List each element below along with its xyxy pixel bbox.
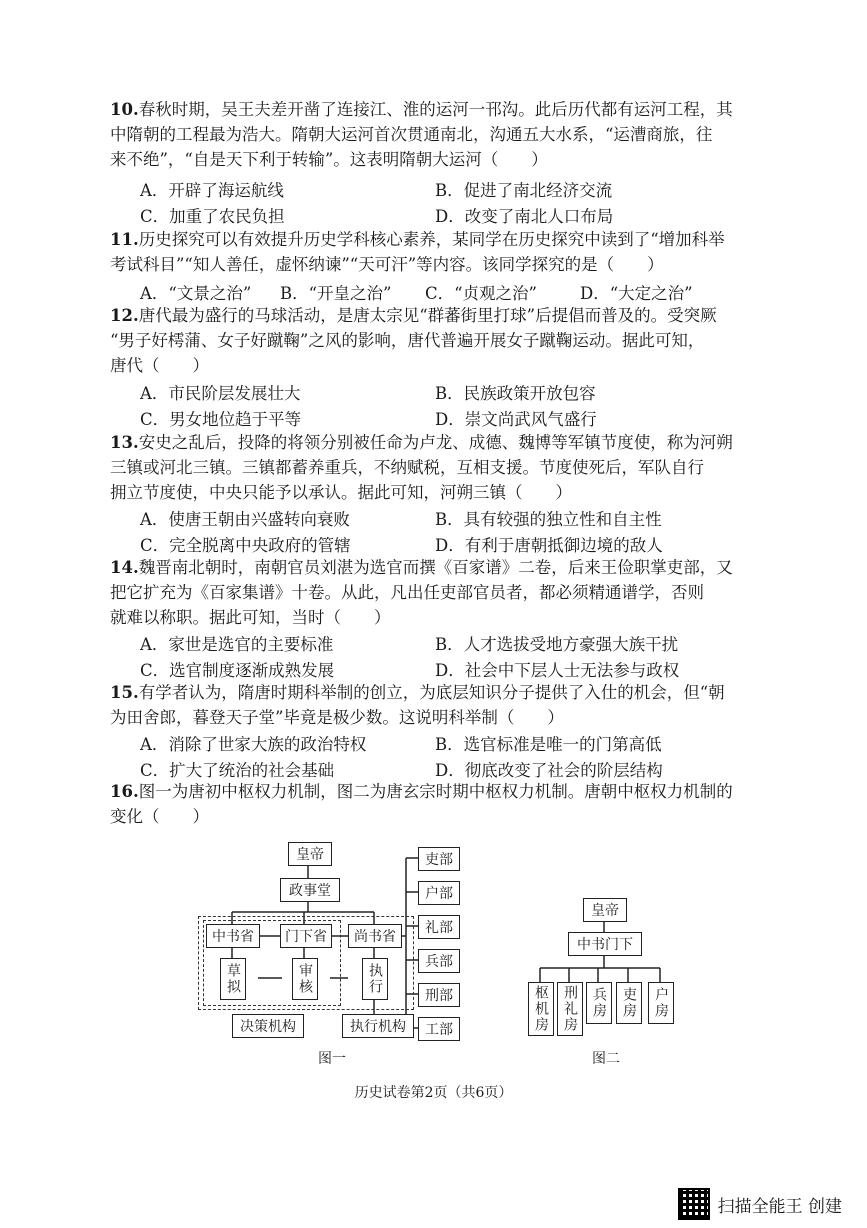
fig1-menxia-box: 门下省: [280, 924, 332, 948]
question-line: 有学者认为，隋唐时期科举制的创立，为底层知识分子提供了入仕的机会，但“朝: [138, 683, 725, 702]
fig2-council-box: 中书门下: [568, 932, 642, 956]
question-line: 来不绝”，“自是天下利于转输”。这表明隋朝大运河（ ）: [110, 150, 548, 169]
option-b: B．促进了南北经济交流: [435, 181, 613, 200]
fig1-council-box: 政事堂: [280, 878, 340, 902]
question-line: 变化（ ）: [110, 807, 209, 826]
option-b: B．民族政策开放包容: [435, 384, 596, 403]
option-d: D．社会中下层人士无法参与政权: [435, 661, 680, 680]
question-line: 历史探究可以有效提升历史学科核心素养，某同学在历史探究中读到了“增加科举: [138, 230, 725, 249]
qr-code-icon: [678, 1188, 710, 1220]
option-c: C．选官制度逐渐成熟发展: [140, 661, 335, 680]
question-line: 唐代最为盛行的马球活动，是唐太宗见“群蕃街里打球”后提倡而普及的。受突厥: [138, 306, 717, 325]
question-line: 唐代（ ）: [110, 356, 209, 375]
option-c: C．完全脱离中央政府的管辖: [140, 536, 351, 555]
question-line: 图一为唐初中枢权力机制，图二为唐玄宗时期中枢权力机制。唐朝中枢权力机制的: [138, 782, 733, 801]
question-number: 11.: [110, 230, 139, 249]
option-b: B．“开皇之治”: [280, 284, 392, 303]
watermark-text: 扫描全能王 创建: [717, 1196, 842, 1217]
option-a: A．“文景之治”: [140, 284, 252, 303]
question-line: 把它扩充为《百家集谱》十卷。从此，凡出任吏部官员者，都必须精通谱学，否则: [110, 583, 704, 602]
question-number: 12.: [110, 306, 139, 325]
question-line: 就难以称职。据此可知，当时（ ）: [110, 608, 391, 627]
option-d: D．“大定之治”: [580, 284, 693, 303]
option-d: D．崇文尚武风气盛行: [435, 410, 597, 429]
option-a: A．使唐王朝由兴盛转向衰败: [140, 510, 350, 529]
fig1-ministry-bing: 兵部: [418, 949, 460, 973]
fig1-ministry-li: 吏部: [418, 847, 460, 871]
scanner-watermark: [678, 1188, 842, 1220]
fig1-caption: 图一: [318, 1051, 346, 1067]
option-c: C．男女地位趋于平等: [140, 410, 302, 429]
option-d: D．改变了南北人口布局: [435, 207, 614, 226]
fig1-emperor-box: 皇帝: [288, 842, 332, 866]
fig1-ministry-rites: 礼部: [418, 915, 460, 939]
option-a: A．家世是选官的主要标准: [140, 635, 334, 654]
fig1-ministry-hu: 户部: [418, 881, 460, 905]
fig1-review-box: 审核: [292, 958, 318, 1000]
question-number: 13.: [110, 433, 139, 452]
fig1-execute-box: 执行: [362, 958, 388, 1000]
fig2-office-hu: 户房: [648, 982, 674, 1024]
option-d: D．有利于唐朝抵御边境的敌人: [435, 536, 663, 555]
question-line: 中隋朝的工程最为浩大。隋朝大运河首次贯通南北，沟通五大水系，“运漕商旅，往: [110, 125, 713, 144]
question-line: 考试科目”“知人善任，虚怀纳谏”“天可汗”等内容。该同学探究的是（ ）: [110, 255, 664, 274]
question-number: 14.: [110, 558, 139, 577]
question-line: 安史之乱后，投降的将领分别被任命为卢龙、成德、魏博等军镇节度使，称为河朔: [138, 433, 733, 452]
question-number: 15.: [110, 683, 139, 702]
fig2-office-bing: 兵房: [586, 982, 612, 1024]
option-b: B．人才选拔受地方豪强大族干扰: [435, 635, 679, 654]
fig1-shangshu-box: 尚书省: [348, 924, 402, 948]
fig2-caption: 图二: [592, 1051, 620, 1067]
question-number: 10.: [110, 100, 139, 119]
question-line: 春秋时期，吴王夫差开凿了连接江、淮的运河一邗沟。此后历代都有运河工程，其: [138, 100, 733, 119]
page-footer: 历史试卷第2页（共6页）: [354, 1085, 513, 1101]
fig2-emperor-box: 皇帝: [583, 898, 627, 922]
option-c: C．“贞观之治”: [425, 284, 537, 303]
option-b: B．选官标准是唯一的门第高低: [435, 735, 662, 754]
fig1-decision-label: 决策机构: [232, 1014, 304, 1038]
question-number: 16.: [110, 782, 139, 801]
option-a: A．消除了世家大族的政治特权: [140, 735, 367, 754]
fig1-ministry-xing: 刑部: [418, 983, 460, 1007]
fig1-draft-box: 草拟: [220, 958, 246, 1000]
fig1-ministry-gong: 工部: [418, 1017, 460, 1041]
fig2-office-xingli: 刑礼房: [557, 982, 583, 1036]
question-line: 魏晋南北朝时，南朝官员刘湛为选官而撰《百家谱》二卷，后来王俭职掌吏部，又: [138, 558, 733, 577]
option-d: D．彻底改变了社会的阶层结构: [435, 761, 663, 780]
option-a: A．开辟了海运航线: [140, 181, 284, 200]
fig1-zhongshu-box: 中书省: [206, 924, 260, 948]
option-a: A．市民阶层发展壮大: [140, 384, 301, 403]
option-b: B．具有较强的独立性和自主性: [435, 510, 662, 529]
question-line: 为田舍郎，暮登天子堂”毕竟是极少数。这说明科举制（ ）: [110, 708, 564, 727]
fig2-office-li: 吏房: [616, 982, 642, 1024]
question-line: “男子好樗蒲、女子好蹴鞠”之风的影响，唐代普遍开展女子蹴鞠运动。据此可知，: [110, 331, 705, 350]
option-c: C．扩大了统治的社会基础: [140, 761, 335, 780]
fig1-execution-label: 执行机构: [342, 1014, 414, 1038]
option-c: C．加重了农民负担: [140, 207, 285, 226]
question-line: 三镇或河北三镇。三镇都蓄养重兵，不纳赋税，互相支援。节度使死后，军队自行: [110, 458, 704, 477]
question-line: 拥立节度使，中央只能予以承认。据此可知，河朔三镇（ ）: [110, 483, 572, 502]
fig2-office-shuji: 枢机房: [528, 982, 554, 1036]
